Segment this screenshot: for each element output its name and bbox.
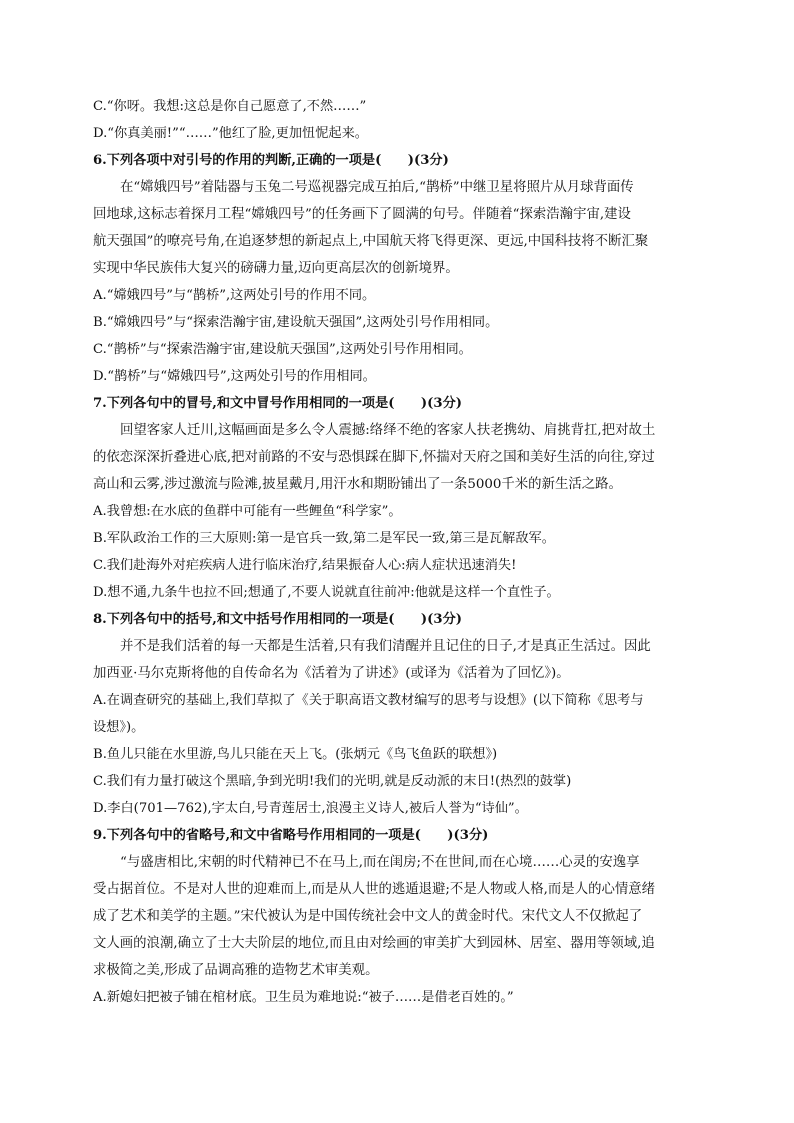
option-line: B.鱼儿只能在水里游,鸟儿只能在天上飞。(张炳元《鸟飞鱼跃的联想》) [93, 747, 498, 762]
document-page [93, 93, 703, 1011]
passage-line: 受占据首位。不是对人世的迎难而上,而是从人世的逃遁退避;不是人物或人格,而是人的心情意绪 [93, 882, 656, 897]
passage-line: 航天强国”的嘹亮号角,在追逐梦想的新起点上,中国航天将飞得更深、更远,中国科技将不断汇聚 [93, 234, 649, 249]
passage-line: 高山和云雾,涉过激流与险滩,披星戴月,用汗水和期盼铺出了一条5000千米的新生活之路。 [93, 477, 622, 492]
passage-line: 并不是我们活着的每一天都是生活着,只有我们清醒并且记住的日子,才是真正生活过。因此 [120, 639, 651, 654]
question-stem: 6.下列各项中对引号的作用的判断,正确的一项是( )(3分) [93, 153, 449, 168]
passage-line: “与盛唐相比,宋朝的时代精神已不在马上,而在闺房;不在世间,而在心境……心灵的安逸享 [120, 855, 640, 870]
option-line: 设想》)。 [93, 720, 145, 735]
option-line: A.“嫦娥四号”与“鹊桥”,这两处引号的作用不同。 [93, 288, 376, 303]
option-line: D.“你真美丽!”“……”他红了脸,更加忸怩起来。 [93, 126, 368, 141]
option-line: D.“鹊桥”与“嫦娥四号”,这两处引号的作用相同。 [93, 369, 376, 384]
passage-line: 在“嫦娥四号”着陆器与玉兔二号巡视器完成互拍后,“鹊桥”中继卫星将照片从月球背面传 [120, 180, 634, 195]
passage-line: 的依恋深深折叠进心底,把对前路的不安与恐惧踩在脚下,怀揣对天府之国和美好生活的向往,穿过 [93, 450, 655, 465]
option-line: B.“嫦娥四号”与“探索浩瀚宇宙,建设航天强国”,这两处引号作用相同。 [93, 315, 499, 330]
option-line: B.军队政治工作的三大原则:第一是官兵一致,第二是军民一致,第三是瓦解敌军。 [93, 531, 555, 546]
passage-line: 文人画的浪潮,确立了士大夫阶层的地位,而且由对绘画的审美扩大到园林、居室、器用等领域,追 [93, 936, 655, 951]
passage-line: 回望客家人迁川,这幅画面是多么令人震撼:络绎不绝的客家人扶老携幼、肩挑背扛,把对故土 [120, 423, 656, 438]
option-line: A.我曾想:在水底的鱼群中可能有一些鲤鱼“科学家”。 [93, 504, 402, 519]
passage-line: 回地球,这标志着探月工程“嫦娥四号”的任务画下了圆满的句号。伴随着“探索浩瀚宇宙,建设 [93, 207, 631, 222]
passage-line: 成了艺术和美学的主题。”宋代被认为是中国传统社会中文人的黄金时代。宋代文人不仅掀起了 [93, 909, 643, 924]
option-line: C.“鹊桥”与“探索浩瀚宇宙,建设航天强国”,这两处引号作用相同。 [93, 342, 472, 357]
passage-line: 实现中华民族伟大复兴的磅礴力量,迈向更高层次的创新境界。 [93, 261, 459, 276]
option-line: C.“你呀。我想:这总是你自己愿意了,不然……” [93, 99, 367, 114]
option-line: A.在调查研究的基础上,我们草拟了《关于职高语文教材编写的思考与设想》(以下简称《思考与 [93, 693, 644, 708]
passage-line: 求极简之美,形成了品调高雅的造物艺术审美观。 [93, 963, 379, 978]
question-stem: 9.下列各句中的省略号,和文中省略号作用相同的一项是( )(3分) [93, 828, 489, 843]
passage-line: 加西亚·马尔克斯将他的自传命名为《活着为了讲述》(或译为《活着为了回忆》)。 [93, 666, 570, 681]
option-line: D.想不通,九条牛也拉不回;想通了,不要人说就直往前冲:他就是这样一个直性子。 [93, 585, 560, 600]
option-line: C.我们赴海外对疟疾病人进行临床治疗,结果振奋人心:病人症状迅速消失! [93, 558, 517, 573]
question-stem: 7.下列各句中的冒号,和文中冒号作用相同的一项是( )(3分) [93, 396, 462, 411]
option-line: D.李白(701—762),字太白,号青莲居士,浪漫主义诗人,被后人誉为“诗仙”。 [93, 801, 528, 816]
option-line: C.我们有力量打破这个黑暗,争到光明!我们的光明,就是反动派的末日!(热烈的鼓掌) [93, 774, 572, 789]
option-line: A.新媳妇把被子铺在棺材底。卫生员为难地说:“被子……是借老百姓的。” [93, 990, 514, 1005]
question-stem: 8.下列各句中的括号,和文中括号作用相同的一项是( )(3分) [93, 612, 462, 627]
